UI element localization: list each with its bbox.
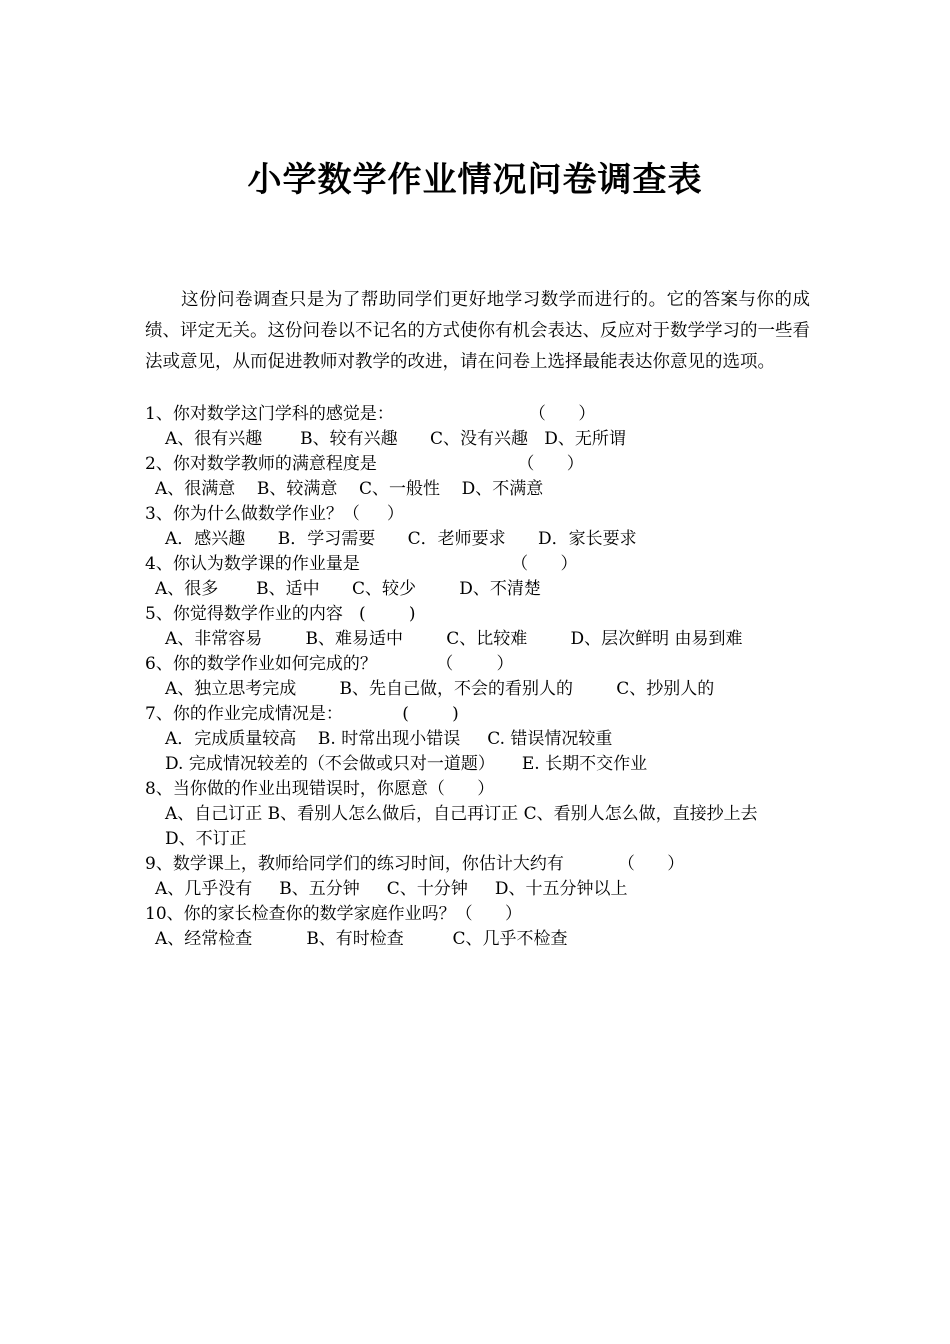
question-4-options: A、很多 B、适中 C、较少 D、不清楚 xyxy=(155,579,541,599)
question-7: 7、你的作业完成情况是： ( ) xyxy=(145,704,459,724)
question-10: 10、你的家长检查你的数学家庭作业吗？（ ） xyxy=(145,904,523,924)
question-8-options-line-2: D、不订正 xyxy=(165,829,247,849)
question-7-options-line-2: D. 完成情况较差的（不会做或只对一道题） E. 长期不交作业 xyxy=(165,754,648,774)
question-1: 1、你对数学这门学科的感觉是： （ ） xyxy=(145,404,596,424)
question-6: 6、你的数学作业如何完成的？ （ ） xyxy=(145,654,514,674)
intro-paragraph: 这份问卷调查只是为了帮助同学们更好地学习数学而进行的。它的答案与你的成绩、评定无关。这份问卷以不记名的方式使你有机会表达、反应对于数学学习的一些看法或意见，从而促进教师对教学的改进，请在问卷上选择最能表达你意见的选项。 xyxy=(145,290,810,372)
question-6-options: A、独立思考完成 B、先自己做，不会的看别人的 C、抄别人的 xyxy=(165,679,715,699)
question-3: 3、你为什么做数学作业？（ ） xyxy=(145,504,404,524)
question-9: 9、数学课上，教师给同学们的练习时间，你估计大约有 （ ） xyxy=(145,854,685,874)
question-2: 2、你对数学教师的满意程度是 （ ） xyxy=(145,454,584,474)
question-8: 8、当你做的作业出现错误时，你愿意（ ） xyxy=(145,779,495,799)
question-8-options-line-1: A、自己订正 B、看别人怎么做后，自己再订正 C、看别人怎么做，直接抄上去 xyxy=(165,804,758,824)
question-10-options: A、经常检查 B、有时检查 C、几乎不检查 xyxy=(155,929,568,949)
question-5-options: A、非常容易 B、难易适中 C、比较难 D、层次鲜明 由易到难 xyxy=(165,629,743,649)
page-title: 小学数学作业情况问卷调查表 xyxy=(247,160,703,200)
question-list xyxy=(145,402,825,952)
question-4: 4、你认为数学课的作业量是 （ ） xyxy=(145,554,578,574)
question-2-options: A、很满意 B、较满意 C、一般性 D、不满意 xyxy=(155,479,544,499)
question-1-options: A、很有兴趣 B、较有兴趣 C、没有兴趣 D、无所谓 xyxy=(165,429,626,449)
question-5: 5、你觉得数学作业的内容 ( ) xyxy=(145,604,416,624)
question-3-options: A．感兴趣 B．学习需要 C．老师要求 D．家长要求 xyxy=(165,529,637,549)
question-7-options-line-1: A．完成质量较高 B. 时常出现小错误 C. 错误情况较重 xyxy=(165,729,613,749)
question-9-options: A、几乎没有 B、五分钟 C、十分钟 D、十五分钟以上 xyxy=(155,879,628,899)
